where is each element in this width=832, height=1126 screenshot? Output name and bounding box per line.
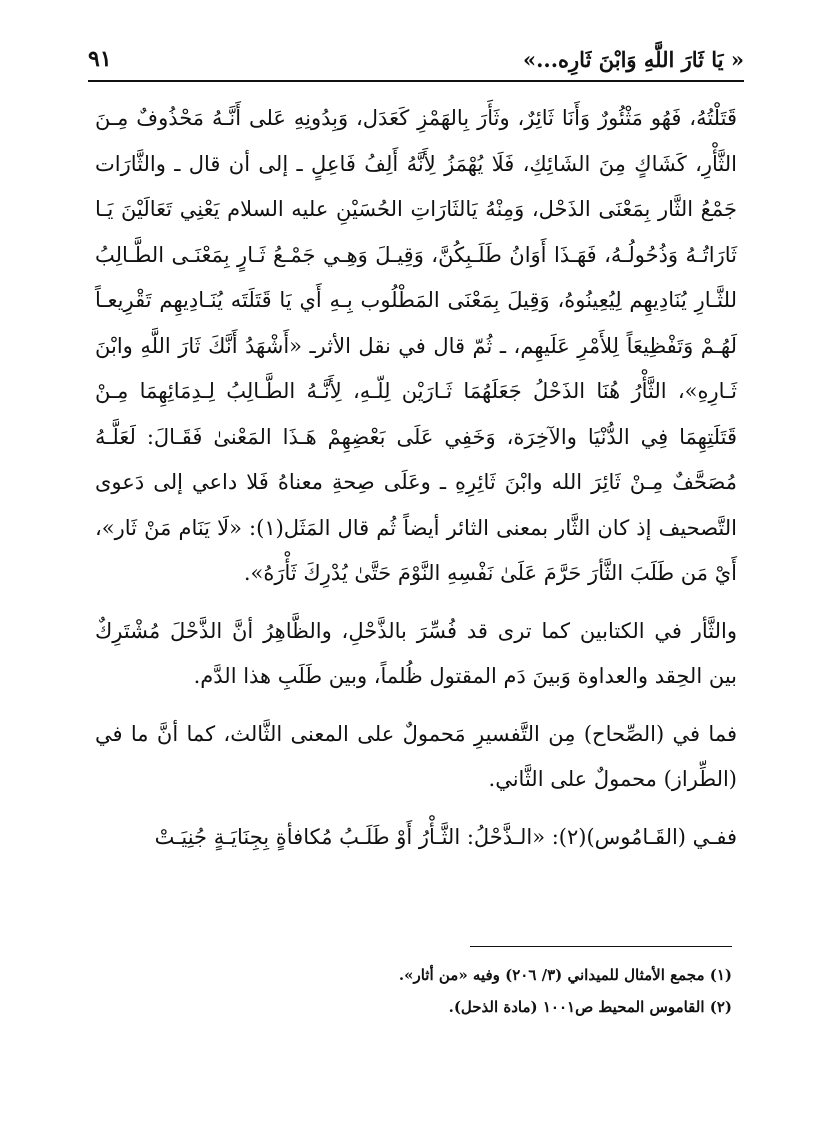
- paragraph-1: قَتَلْتُهُ، فَهُو مَثْئُورٌ وَأَنَا ثَائِرٌ، وثَأَرَ بِالهَمْزِ كَعَدَل، وَبِدُونِهِ عَلى أَنَّـهُ مَحْذُوفٌ مِـنَ الثَّأْرِ، كَشَاكٍ مِنَ الشَائِكِ، فَلَا يُهْمَزُ لِأَنَّهُ أَلِفُ فَاعِلٍ ـ إلى أن قال ـ والثَّارَات جَمْعُ الثَّار بِمَعْنَى الذَحْل، وَمِنْهُ يَالثَارَاتِ الحُسَيْنِ عليه السلام يَعْنِي تَعَالَيْنَ يَـا ثَارَاتُـهُ وَذُحُولُـهُ، فَهَـذَا أَوَانُ طَلَـبِكُنَّ، وَقِيـلَ وَهِـي جَمْـعُ ثَـارٍ بِمَعْنَـى الطَّـالِبُ للثَّـارِ يُنَادِيهِم لِيُعِينُوهُ، وَقِيلَ بِمَعْنَى المَطْلُوب بِـهِ أَي يَا قَتَلَتَه يُنَـادِيهِم تَقْرِيعـاً لَهُـمْ وَتَفْظِيعَاً لِلأَمْرِ عَلَيهِم، ـ ثُمّ قال في نقل الأثرـ «أَشْهَدُ أَنَّكَ ثَارَ اللَّهِ وابْنَ ثَـارِهِ»، الثَّأْرُ هُنَا الذَحْلُ جَعَلَهُمَا ثَـارَيْن لِلّـهِ، لِأَنَّـهُ الطَّـالِبُ لِـدِمَائِهِمَا مِـنْ قَتَلَتِهِمَا فِي الدُّنْيَا والآخِرَة، وَخَفِي عَلَى بَعْضِهِمْ هَـذَا المَعْنىٰ فَقَـالَ: لَعَلَّـهُ مُصَحَّفٌ مِـنْ ثَائِرَ الله وابْنَ ثَائِرِهِ ـ وعَلَى صِحةِ معناهُ فَلا داعي إلى دَعوى التَّصحيف إذ كان الثَّار بمعنى الثائر أيضاً ثُم قال المَثَل(١): «لَا يَنَام مَنْ ثَار»، أَيْ مَن طَلَبَ الثَّأرَ حَرَّمَ عَلَىٰ نَفْسِهِ النَّوْمَ حَتَّىٰ يُدْرِكَ ثَأْرَهُ».: [95, 106, 737, 585]
- paragraph-3: فما في (الصِّحاح) مِن التَّفسيرِ مَحمولٌ على المعنى الثَّالث، كما أنَّ ما في (الطِّراز) محمولٌ على الثَّاني.: [95, 721, 737, 791]
- footnote-2: (٢) القاموس المحيط ص١٠٠١ (مادة الذحل).: [448, 998, 732, 1016]
- running-title: « يَا ثَارَ اللَّهِ وَابْنَ ثَارِه...»: [522, 46, 744, 72]
- paragraph-4: ففـي (القَـامُوس)(٢): «الـذَّحْلُ: الثَّـأْرُ أَوْ طَلَـبُ مُكافأةٍ بِجِنَايَـةٍ جُنِيَـتْ: [154, 824, 737, 849]
- header-rule: [88, 80, 744, 82]
- footnotes: [110, 962, 732, 1026]
- body-text: [95, 96, 737, 860]
- page-number: ٩١: [88, 46, 112, 72]
- page-header: [88, 38, 744, 80]
- footnote-separator: [470, 946, 732, 947]
- paragraph-2: والثَّأر في الكتابين كما ترى قد فُسِّرَ بالذَّحْلِ، والظَّاهِرُ أنَّ الذَّحْلَ مُشْتَرِكٌ بين الحِقد والعداوة وَبينَ دَم المقتول ظُلماً، وبين طَلَبِ هذا الدَّم.: [95, 618, 737, 688]
- footnote-1: (١) مجمع الأمثال للميداني (٣/ ٢٠٦) وفيه «من أثار».: [398, 966, 732, 984]
